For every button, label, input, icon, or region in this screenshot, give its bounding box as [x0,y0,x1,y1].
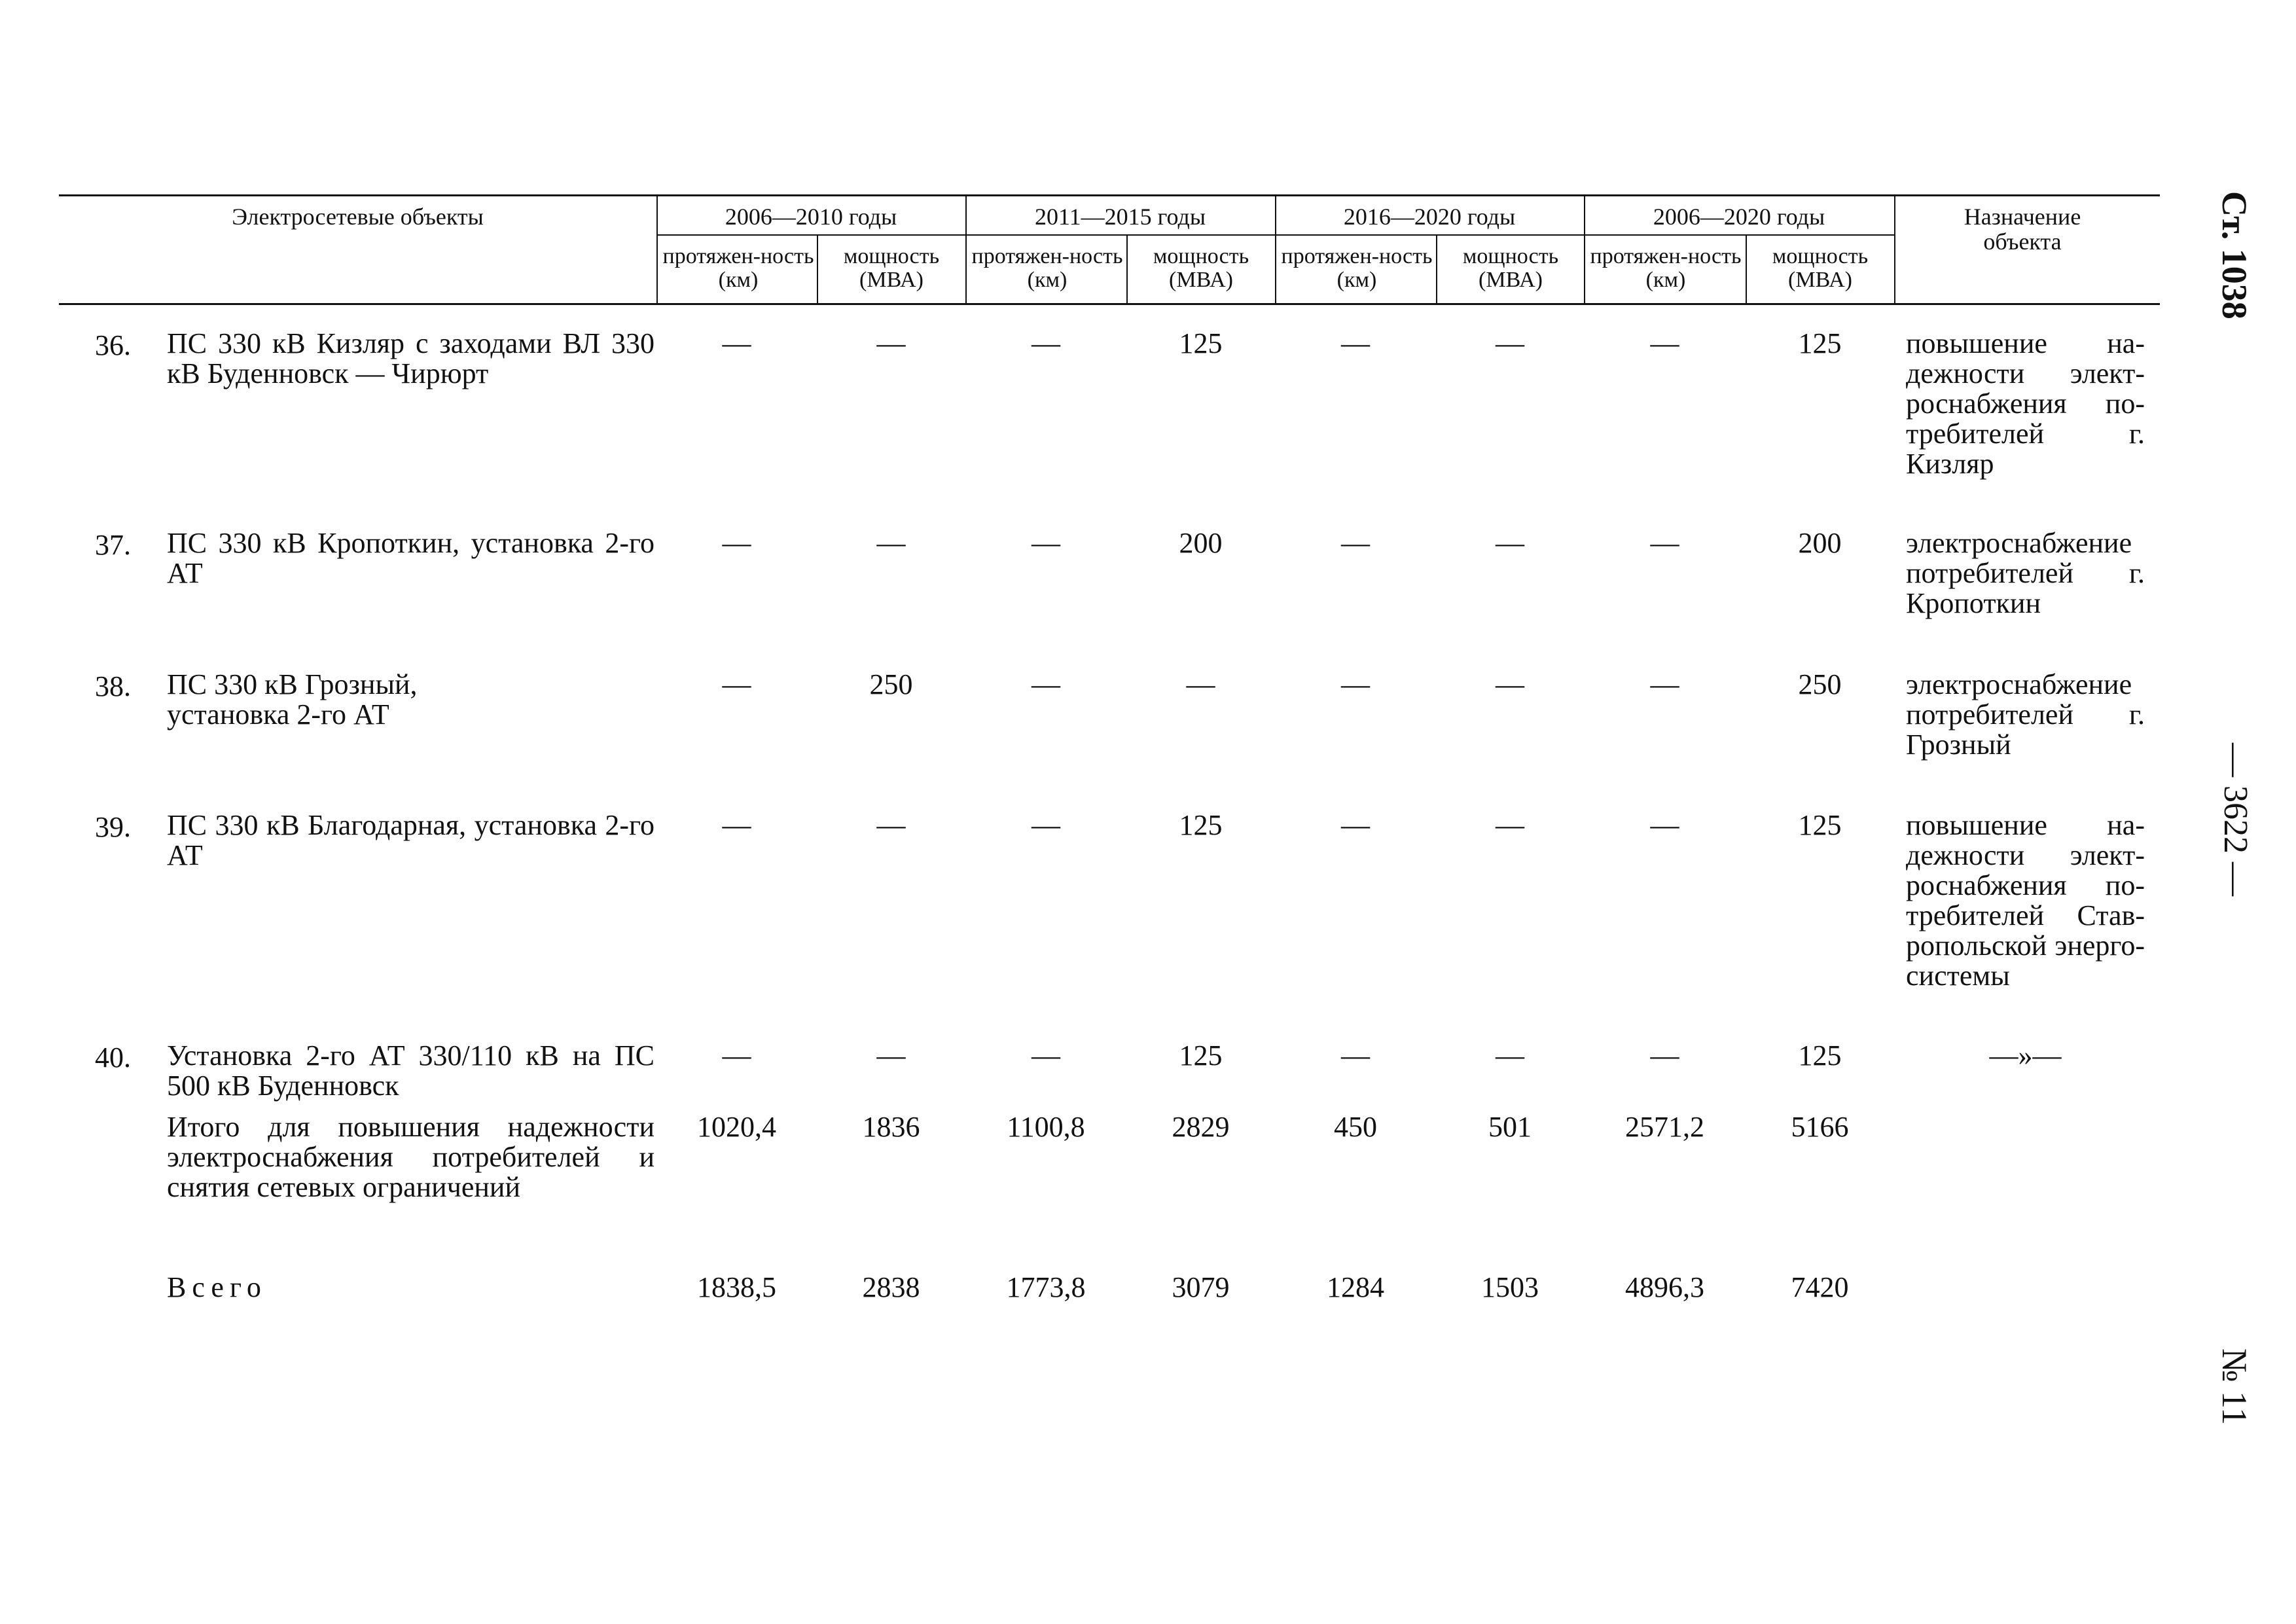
cell-value: — [876,527,906,559]
cell-value: — [1341,527,1370,559]
subheader-length: протяжен-ность (км) [1281,244,1433,292]
cell-value: — [1341,1039,1370,1072]
subtotal-value: 1020,4 [697,1111,776,1143]
cell-value: — [722,327,751,359]
header-divider [817,235,818,304]
cell-value: 250 [869,668,913,700]
object-purpose: —»— [1989,1039,2062,1072]
cell-value: — [1031,1039,1060,1072]
header-divider [1436,235,1437,304]
cell-value: — [1031,809,1060,841]
total-value: 1284 [1327,1271,1384,1303]
subtotal-value: 450 [1334,1111,1377,1143]
object-name: ПС 330 кВ Грозный, установка 2-го АТ [167,668,418,731]
subtotal-value: 5166 [1791,1111,1849,1143]
header-divider [1894,194,1895,304]
header-bottom-rule [59,303,2160,305]
cell-value: — [876,327,906,359]
cell-value: — [1031,527,1060,559]
subheader-power: мощность (МВА) [1153,244,1249,292]
cell-value: — [1341,809,1370,841]
subtotal-value: 1100,8 [1007,1111,1085,1143]
column-header-objects: Электросетевые объекты [232,204,484,230]
cell-value: — [722,668,751,700]
object-name: ПС 330 кВ Кизляр с заходами ВЛ 330 кВ Буденновск — Чирюрт [167,327,655,389]
cell-value: — [1496,1039,1524,1072]
cell-value: — [1650,527,1679,559]
cell-value: 125 [1179,327,1223,359]
row-number: 36. [95,329,131,361]
subheader-power: мощность (МВА) [843,244,940,292]
subheader-power: мощность (МВА) [1462,244,1559,292]
header-divider [1126,235,1128,304]
column-header-purpose: Назначение объекта [1964,204,2081,255]
object-purpose: повышение на-дежности элект-роснабжения по-требителей Став-ропольской энерго-системы [1906,809,2145,992]
cell-value: 125 [1798,1039,1842,1072]
total-value: 3079 [1172,1271,1230,1303]
column-header-period: 2006—2020 годы [1653,204,1825,230]
total-value: 1838,5 [697,1271,776,1303]
row-number: 38. [95,670,131,702]
cell-value: 125 [1798,327,1842,359]
object-name: Установка 2-го АТ 330/110 кВ на ПС 500 кВ Буденновск [167,1039,655,1102]
object-purpose: электроснабжение потребителей г. Кропоткин [1906,527,2145,619]
subheader-length: протяжен-ность (км) [1590,244,1742,292]
total-label: Всего [167,1271,267,1303]
header-divider [1746,235,1747,304]
cell-value: — [1650,1039,1679,1072]
cell-value: — [1186,668,1215,700]
object-purpose: повышение на-дежности элект-роснабжения по-требителей г. Кизляр [1906,327,2145,480]
subtotal-value: 501 [1488,1111,1532,1143]
issue-number: № 11 [2215,1348,2254,1426]
cell-value: — [876,809,906,841]
page-reference: Ст. 1038 [2215,191,2254,319]
cell-value: — [1341,327,1370,359]
object-name: ПС 330 кВ Благодарная, установка 2-го АТ [167,809,655,871]
cell-value: — [1496,527,1524,559]
cell-value: — [1031,327,1060,359]
cell-value: — [1650,668,1679,700]
cell-value: — [1496,327,1524,359]
total-value: 7420 [1791,1271,1849,1303]
cell-value: 125 [1179,809,1223,841]
cell-value: — [1031,668,1060,700]
cell-value: — [1650,327,1679,359]
subtotal-value: 1836 [862,1111,920,1143]
column-header-period: 2006—2010 годы [725,204,897,230]
column-header-period: 2016—2020 годы [1343,204,1516,230]
subheader-length: протяжен-ность (км) [662,244,814,292]
subheader-power: мощность (МВА) [1772,244,1869,292]
row-number: 39. [95,811,131,843]
cell-value: — [1496,809,1524,841]
total-value: 2838 [862,1271,920,1303]
cell-value: — [1341,668,1370,700]
cell-value: 200 [1179,527,1223,559]
subtotal-label: Итого для повышения надежности электроснабжения потребителей и снятия сетевых ограничений [167,1111,655,1203]
cell-value: 125 [1798,809,1842,841]
cell-value: 200 [1798,527,1842,559]
object-name: ПС 330 кВ Кропоткин, установка 2-го АТ [167,527,655,589]
cell-value: — [1496,668,1524,700]
total-value: 1503 [1481,1271,1539,1303]
row-number: 37. [95,529,131,561]
subtotal-value: 2829 [1172,1111,1230,1143]
total-value: 1773,8 [1006,1271,1086,1303]
cell-value: 125 [1179,1039,1223,1072]
total-value: 4896,3 [1625,1271,1704,1303]
table-top-rule [59,194,2160,196]
subheader-length: протяжен-ность (км) [971,244,1123,292]
cell-value: — [722,527,751,559]
column-header-period: 2011—2015 годы [1035,204,1206,230]
cell-value: — [722,809,751,841]
cell-value: — [722,1039,751,1072]
cell-value: — [876,1039,906,1072]
row-number: 40. [95,1041,131,1074]
cell-value: 250 [1798,668,1842,700]
cell-value: — [1650,809,1679,841]
page-number: — 3622 — [2217,743,2254,896]
subtotal-value: 2571,2 [1625,1111,1704,1143]
object-purpose: электроснабжение потребителей г. Грозный [1906,668,2145,761]
